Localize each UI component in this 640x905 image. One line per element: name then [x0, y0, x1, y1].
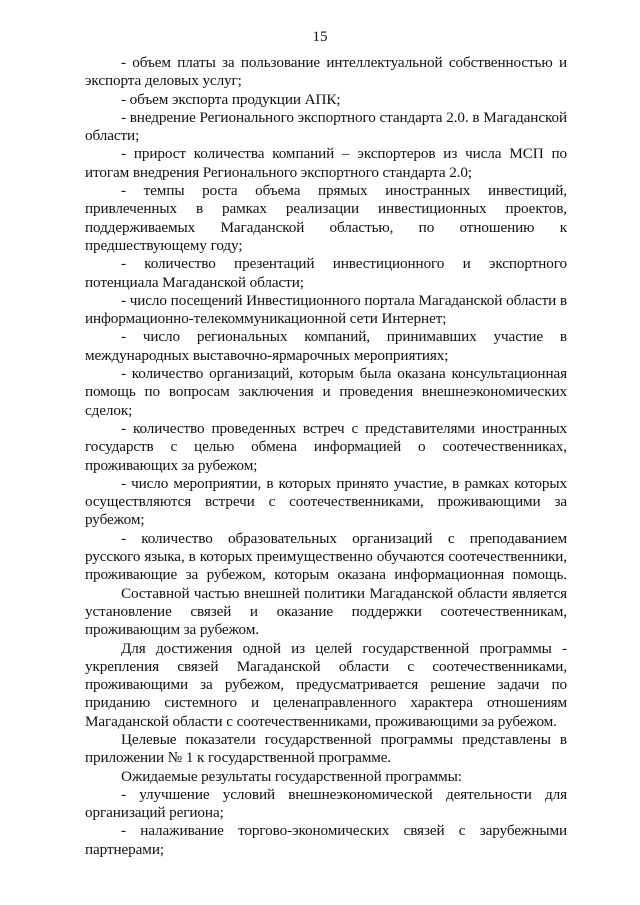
paragraph: - количество образовательных организаций с преподаванием русского языка, в которых преимущественно обучаются соотечественники, проживающие за рубежом, которым оказана информационная помощь. [85, 529, 567, 584]
paragraph: - число мероприятии, в которых принято участие, в рамках которых осуществляются встречи с соотечественниками, проживающими за рубежом; [85, 474, 567, 529]
paragraph: Составной частью внешней политики Магаданской области является установление связей и оказание поддержки соотечественникам, проживающим за рубежом. [85, 584, 567, 639]
paragraph: - темпы роста объема прямых иностранных инвестиций, привлеченных в рамках реализации инвестиционных проектов, поддерживаемых Магаданской областью, по отношению к предшествующему году; [85, 182, 567, 254]
paragraph: - число региональных компаний, принимавших участие в международных выставочно-ярмарочных мероприятиях; [85, 328, 567, 364]
paragraph: - внедрение Регионального экспортного стандарта 2.0. в Магаданской области; [85, 108, 567, 145]
paragraph: - прирост количества компаний – экспортеров из числа МСП по итогам внедрения Регионального экспортного стандарта 2.0; [85, 145, 567, 181]
paragraph: - число посещений Инвестиционного портала Магаданской области в информационно-телекоммуникационной сети Интернет; [85, 291, 567, 328]
paragraph: - количество организаций, которым была оказана консультационная помощь по вопросам заключения и проведения внешнеэкономических сделок; [85, 365, 567, 419]
paragraph: - объем платы за пользование интеллектуальной собственностью и экспорта деловых услуг; [85, 54, 567, 90]
paragraph: - улучшение условий внешнеэкономической деятельности для организаций региона; [85, 785, 567, 822]
document-text [85, 54, 567, 859]
paragraph: - количество проведенных встреч с представителями иностранных государств с целью обмена информацией о соотечественниках, проживающих за рубежом; [85, 419, 567, 474]
paragraph: Целевые показатели государственной программы представлены в приложении № 1 к государственной программе. [85, 730, 567, 767]
paragraph: Для достижения одной из целей государственной программы - укрепления связей Магаданской области с соотечественниками, проживающими за рубежом, предусматривается решение задачи по приданию системного и целенаправленного характера отношениям Магаданской области с соотечественниками, проживающими за рубежом. [85, 639, 567, 730]
paragraph: Ожидаемые результаты государственной программы: [121, 767, 462, 785]
paragraph: - количество презентаций инвестиционного и экспортного потенциала Магаданской области; [85, 255, 567, 291]
page-number: 15 [312, 29, 328, 45]
paragraph: - налаживание торгово-экономических связей с зарубежными партнерами; [85, 822, 567, 858]
paragraph: - объем экспорта продукции АПК; [121, 90, 341, 108]
